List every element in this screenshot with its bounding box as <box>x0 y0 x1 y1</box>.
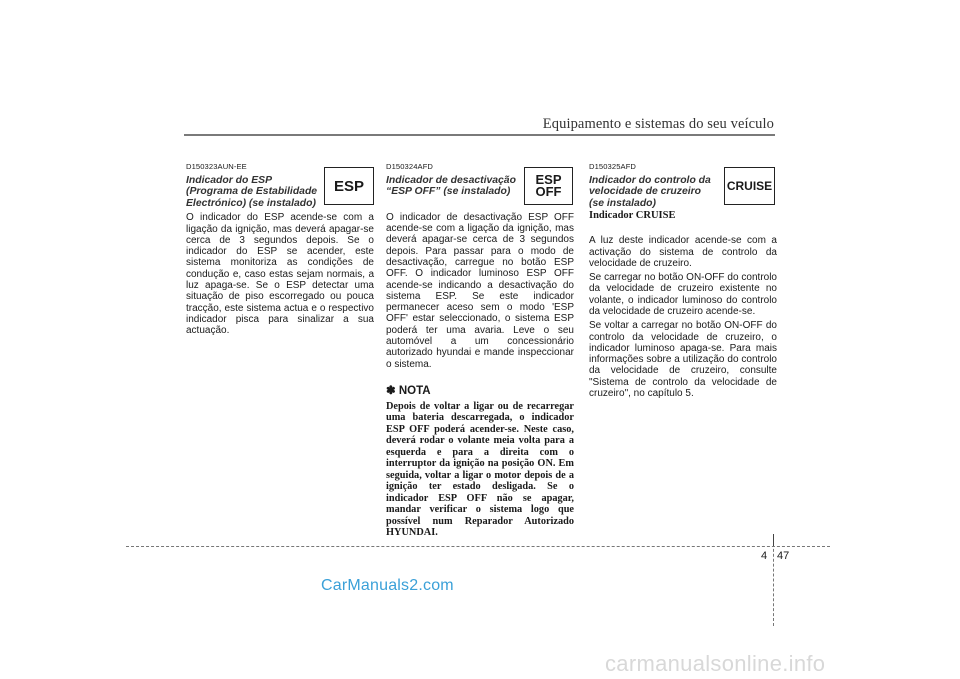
section-esp-off-indicator <box>386 162 574 539</box>
section-cruise-indicator <box>589 162 777 399</box>
page-number-divider-top <box>773 534 774 546</box>
watermark-logo[interactable]: CarManuals2.com <box>321 577 454 594</box>
section-heading <box>386 172 574 198</box>
cruise-indicator-icon: CRUISE <box>724 167 775 205</box>
heading-line: Indicador do controlo da <box>589 175 711 186</box>
chapter-number: 4 <box>761 550 768 562</box>
section-paragraph: Se voltar a carregar no botão ON-OFF do controlo da velocidade de cruzeiro, o indicador luminoso apaga-se. Para mais informações sobre a utilização do controlo da velocidade de cruzeiro, consulte "Sistema de controlo da velocidade de cruzeiro", no capítulo 5. <box>589 320 777 400</box>
section-body: O indicador de desactivação ESP OFF acende-se com a ligação da ignição, mas deverá apagar-se cerca de 3 segundos depois. Para passar para o modo de desactivação, carregue no botão ESP OFF. O indicador luminoso ESP OFF acende-se indicando a desactivação do sistema ESP. Se este indicador permanecer aceso sem o modo 'ESP OFF' estar seleccionado, o sistema ESP poderá ter uma avaria. Leve o seu automóvel a um concessionário autorizado hyundai e mande inspeccionar o sistema. <box>386 211 574 370</box>
note-body: Depois de voltar a ligar ou de recarregar uma bateria descarregada, o indicador ESP OFF poderá acender-se. Neste caso, deverá rodar o volante meia volta para a esquerda e para a direita com o interruptor da ignição na posição ON. Em seguida, voltar a ligar o motor depois de a ignição ter estado desligada. Se o indicador ESP OFF não se apagar, mandar verificar o sistema logo que possível num Reparador Autorizado HYUNDAI. <box>386 400 574 539</box>
section-paragraph: A luz deste indicador acende-se com a activação do sistema de controlo da velocidade de cruzeiro. <box>589 235 777 269</box>
section-code: D150323AUN-EE <box>186 162 247 171</box>
heading-line: Indicador de desactivação <box>386 175 516 186</box>
heading-line: (se instalado) <box>589 197 656 209</box>
section-esp-indicator <box>186 162 374 336</box>
page-number: 47 <box>777 550 790 562</box>
esp-indicator-icon: ESP <box>324 167 374 205</box>
footer-dashed-rule <box>126 546 830 547</box>
section-paragraph: Se carregar no botão ON-OFF do controlo da velocidade de cruzeiro existente no volante, o indicador luminoso do controlo da velocidade de cruzeiro acende-se. <box>589 272 777 317</box>
heading-line: Electrónico) (se instalado) <box>186 197 316 209</box>
section-code: D150325AFD <box>589 162 637 171</box>
badge-line: ESP <box>535 172 562 187</box>
section-heading <box>186 175 374 209</box>
heading-line: (Programa de Estabilidade <box>186 186 318 198</box>
section-code: D150324AFD <box>386 162 434 171</box>
note-title: ✽ NOTA <box>386 384 431 397</box>
page-number-divider <box>773 534 774 626</box>
section-subheading: Indicador CRUISE <box>589 210 676 222</box>
heading-line: velocidade de cruzeiro <box>589 186 702 198</box>
section-heading <box>589 175 777 209</box>
section-body: O indicador do ESP acende-se com a ligação da ignição, mas deverá apagar-se cerca de 3 segundos depois. Se o indicador do ESP se acender, este sistema monitoriza as condições de condução e, caso estas sejam normais, a luz apaga-se. Se o ESP detectar uma situação de piso escorregado ou pouca tracção, este sistema actua e o respectivo indicador pisca para sinalizar a sua actuação. <box>186 212 374 337</box>
heading-line: “ESP OFF” (se instalado) <box>386 186 511 198</box>
badge-line: OFF <box>535 184 562 199</box>
page-header-title: Equipamento e sistemas do seu veículo <box>542 116 774 132</box>
heading-line: Indicador do ESP <box>186 175 273 186</box>
watermark-site: carmanualsonline.info <box>605 651 826 676</box>
header-rule <box>184 134 775 136</box>
